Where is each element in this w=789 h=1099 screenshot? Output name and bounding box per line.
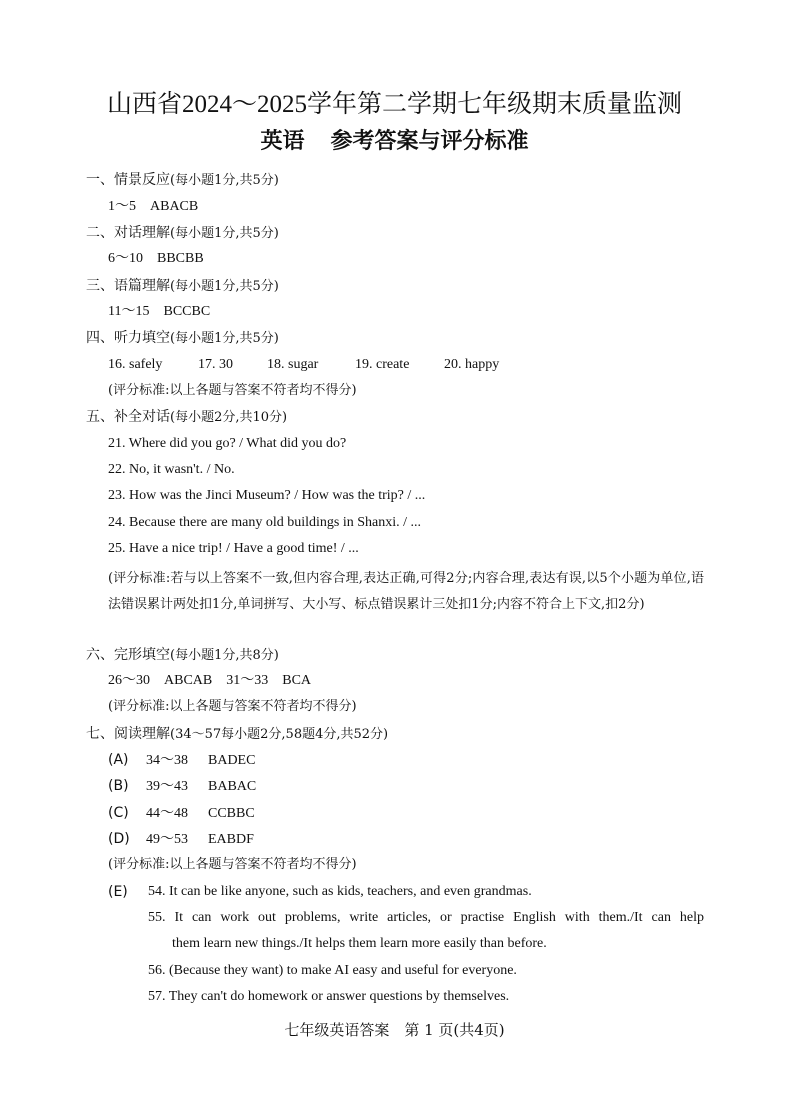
scoring-criteria: (评分标准:以上各题与答案不符者均不得分): [108, 699, 357, 714]
answer-line: 16. safely: [108, 357, 163, 372]
section-name: 五、补全对话: [86, 409, 170, 425]
answer-line: 24. Because there are many old buildings in Shanxi. / ...: [108, 515, 421, 530]
section-score-note: (34～57每小题2分,58题4分,共52分): [170, 727, 389, 742]
answer-line: 23. How was the Jinci Museum? / How was the trip? / ...: [108, 488, 426, 503]
answer-line: 25. Have a nice trip! / Have a good time! / ...: [108, 541, 359, 556]
part-answer: BABAC: [208, 779, 257, 794]
answer-line: 54. It can be like anyone, such as kids, teachers, and even grandmas.: [148, 884, 532, 899]
section-score-note: (每小题2分,共10分): [170, 410, 288, 425]
answer-line: them learn new things./It helps them learn more easily than before.: [172, 936, 547, 951]
part-answer: EABDF: [208, 832, 254, 847]
section-heading: [86, 276, 279, 297]
section-score-note: (每小题1分,共8分): [170, 648, 279, 663]
section-heading: [86, 328, 279, 349]
answer-line: 20. happy: [444, 357, 500, 372]
section-name: 二、对话理解: [86, 225, 170, 241]
answer-line: 11～15 BCCBC: [108, 304, 211, 319]
reading-part-row: [108, 750, 255, 771]
part-tag: (E): [108, 884, 128, 900]
question-range: 49～53: [146, 832, 188, 847]
section-name: 七、阅读理解: [86, 726, 170, 742]
section-heading: [86, 724, 388, 745]
section-name: 一、情景反应: [86, 172, 170, 188]
part-answer: CCBBC: [208, 806, 255, 821]
section-score-note: (每小题1分,共5分): [170, 331, 279, 346]
part-tag: (C): [108, 805, 129, 821]
scoring-criteria: (评分标准:以上各题与答案不符者均不得分): [108, 383, 357, 398]
section-heading: [86, 407, 287, 428]
section-name: 三、语篇理解: [86, 278, 170, 294]
question-range: 39～43: [146, 779, 188, 794]
page-footer: 七年级英语答案 第 1 页(共4页): [284, 1021, 505, 1039]
section-name: 六、完形填空: [86, 647, 170, 663]
scoring-criteria: (评分标准:若与以上答案不一致,但内容合理,表达正确,可得2分;内容合理,表达有误,以5个小题为单位,语法错误累计两处扣1分,单词拼写、大小写、标点错误累计三处扣1分;内容不符合上下文,扣2分): [108, 571, 704, 613]
part-tag: (D): [108, 831, 130, 847]
part-tag: (A): [108, 752, 129, 768]
reading-part-row: [108, 803, 255, 824]
section-heading: [86, 170, 279, 191]
reading-part-row: [108, 829, 254, 850]
answer-line: 17. 30: [198, 357, 233, 372]
answer-line: 56. (Because they want) to make AI easy and useful for everyone.: [148, 963, 517, 978]
answer-line: 21. Where did you go? / What did you do?: [108, 436, 347, 451]
section-name: 四、听力填空: [86, 330, 170, 346]
section-heading: [86, 223, 279, 244]
answer-line: 26～30 ABCAB 31～33 BCA: [108, 673, 312, 688]
part-answer: BADEC: [208, 753, 256, 768]
question-range: 34～38: [146, 753, 188, 768]
part-e-row: [108, 882, 146, 903]
section-score-note: (每小题1分,共5分): [170, 279, 279, 294]
answer-line: 57. They can't do homework or answer questions by themselves.: [148, 989, 510, 1004]
answer-line: 18. sugar: [267, 357, 319, 372]
scoring-criteria: (评分标准:以上各题与答案不符者均不得分): [108, 857, 357, 872]
question-range: 44～48: [146, 806, 188, 821]
reading-part-row: [108, 776, 256, 797]
section-score-note: (每小题1分,共5分): [170, 226, 279, 241]
subtitle-heading: 参考答案与评分标准: [330, 129, 529, 154]
part-tag: (B): [108, 778, 129, 794]
page-subtitle: [0, 127, 789, 157]
answer-line: 22. No, it wasn't. / No.: [108, 462, 235, 477]
answer-line: 6～10 BBCBB: [108, 251, 204, 266]
section-score-note: (每小题1分,共5分): [170, 173, 279, 188]
subject-label: 英语: [260, 129, 305, 154]
answer-line: 1～5 ABACB: [108, 199, 199, 214]
page-title: 山西省2024～2025学年第二学期七年级期末质量监测: [106, 91, 682, 118]
answer-line: 19. create: [355, 357, 410, 372]
section-heading: [86, 645, 279, 666]
answer-line: 55. It can work out problems, write articles, or practise English with them./It can help: [148, 910, 704, 925]
